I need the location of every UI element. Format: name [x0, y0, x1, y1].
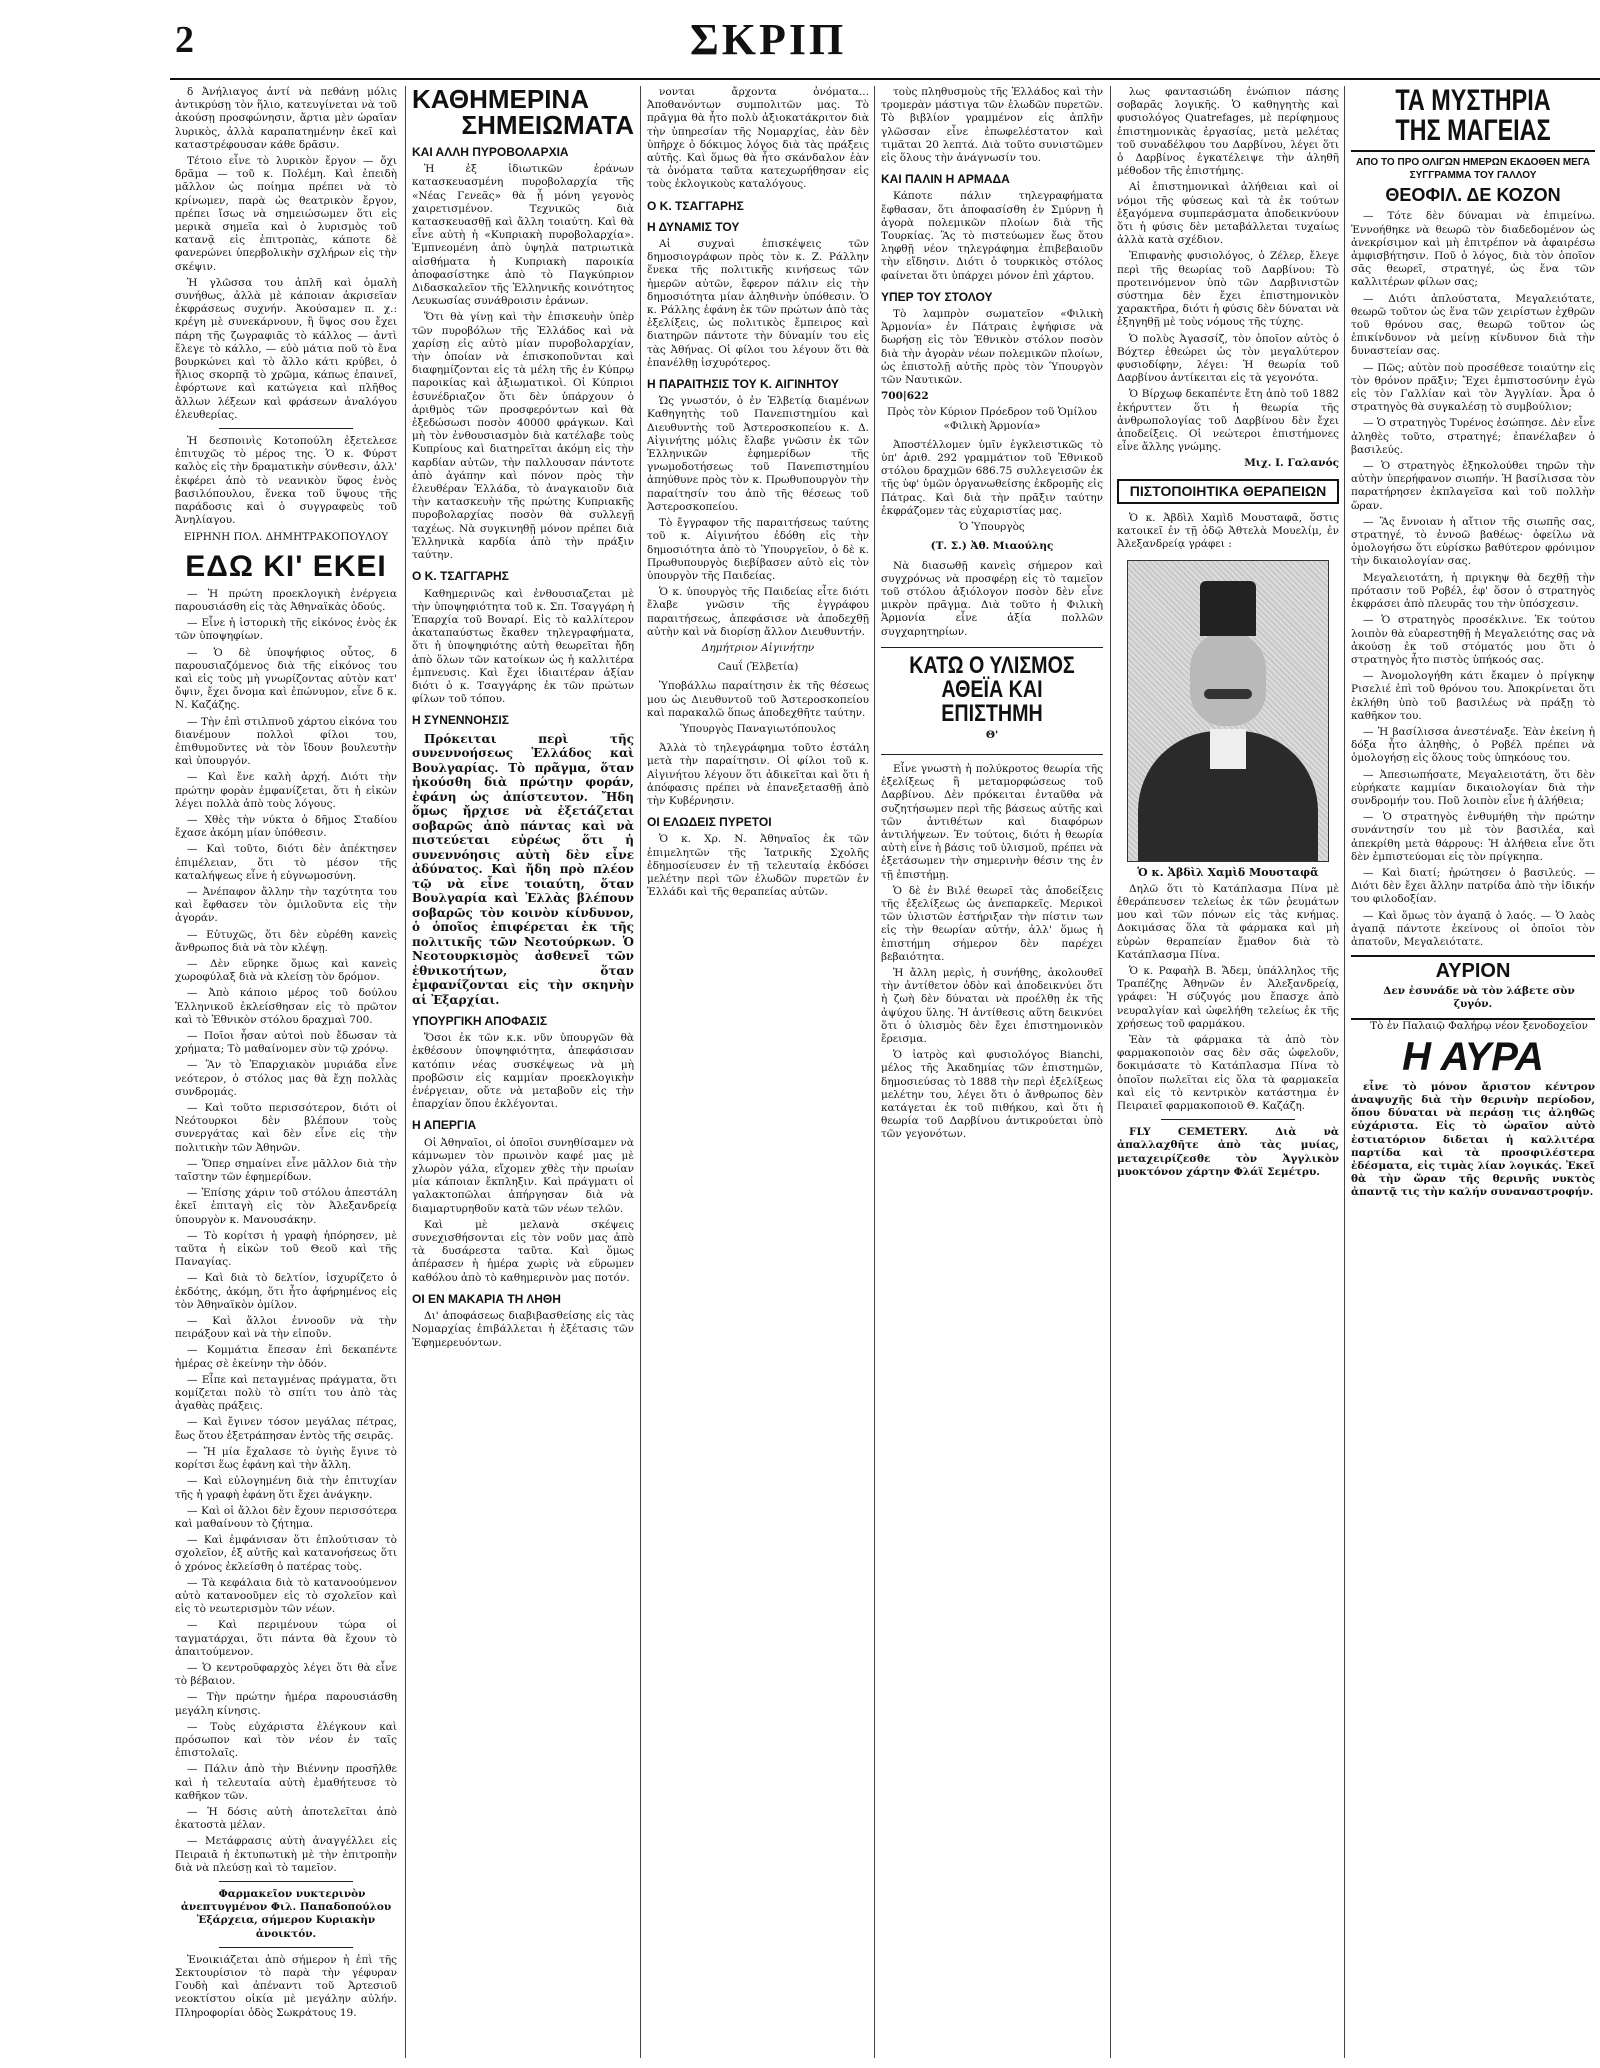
article-paragraph: νονται ἄρχοντα ὀνόματα... Ἀποθανόντων συμπολιτῶν μας. Τὸ πρᾶγμα θὰ ἦτο πολὺ ἀξιοκατάκριτον διὰ τὴν ὑπηρεσίαν τῆς Νομαρχίας, ἐὰν δὲν ὑπῆρχε ὁ δόκιμος λόγος διὰ τὰς πράξεις αὐτῆς. Καὶ ὅμως θὰ ἦτο σκάνδαλον ἐὰν τὰ ὀνόματα ταῦτα κατεχωρήθησαν εἰς τοὺς ἐκλογικοὺς καταλόγους. — [647, 86, 869, 191]
subsection-title: ΟΙ ΕΝ ΜΑΚΑΡΙΑ ΤΗ ΛΗΘΗ — [412, 1291, 561, 1306]
article-paragraph: Καὶ μὲ μελανὰ σκέψεις συνεχισθήσονται εἰς τὸν νοῦν μας ἀπὸ τὰ δυσάρεστα ταῦτα. Καὶ ὅμως ἀπέρασεν ἡ ἡμέρα χωρὶς νὰ εὕρωμεν καθόλου ἀπὸ τὸ καθημερινὸν μας ποτόν. — [412, 1218, 634, 1284]
article-paragraph: Ὁ δὲ ἐν Βιλέ θεωρεῖ τὰς ἀποδείξεις τῆς ἐξελίξεως ὡς ἀνεπαρκεῖς. Μερικοὶ τῶν ὑλιστῶν ἐστήριξαν τὴν πίστιν των εἰς τὴν θεωρίαν αὐτήν, ἀλλ' ὅμως ἡ ἐπιστήμη σήμερον δὲν παρέχει βεβαιότητα. — [881, 884, 1103, 963]
signature: Δημήτριον Αἰγινήτην — [701, 641, 815, 654]
column-divider — [405, 86, 406, 2058]
article-paragraph: λως φαντασιώδη ἐνώπιον πάσης σοβαρᾶς λογικῆς. Ὁ καθηγητὴς καὶ φυσιολόγος Quatrefages, μὲ περίφημους ἐπιστημονικὰς ἐργασίας, μετὰ μελέτας τοῦ συναδέλφου του Δαρβίνου, λέγει ὅτι ὁ Δαρβίνος ἐγκατέλειψε τὴν ἀληθῆ μέθοδον τῆς ἐπιστήμης. — [1117, 86, 1339, 178]
article-paragraph: Τὸ λαμπρὸν σωματεῖον «Φιλικὴ Ἁρμονία» ἐν Πάτραις ἐψήφισε νὰ δωρήσῃ εἰς τὸν Ἐθνικὸν στόλον ποσὸν διὰ τὴν ἀγορὰν νέων πολεμικῶν πλοίων, ὡς ἐπιστολῇ αὐτῆς πρὸς τὸν Ὑπουργὸν τῶν Ναυτικῶν. — [881, 308, 1103, 387]
list-item: — Ἀνέπαφον ἄλλην τὴν ταχύτητα του καὶ ἔφθασεν τὸν ὁμιλοῦντα εἰς τὴν ἀγοράν. — [175, 885, 397, 925]
advert-heading: ΠΙΣΤΟΠΟΙΗΤΙΚΑ ΘΕΡΑΠΕΙΩΝ — [1117, 479, 1339, 504]
subsection-title: ΥΠΕΡ ΤΟΥ ΣΤΟΛΟΥ — [881, 289, 993, 304]
article-paragraph: Δι' ἀποφάσεως διαβιβασθείσης εἰς τὰς Νομαρχίας ἐπιβάλλεται ἡ ἐξέτασις τῶν Ἐφημερευόντων. — [412, 1310, 634, 1349]
feature-heading: ΑΘΕΪΑ ΚΑΙ ΕΠΙΣΤΗΜΗ — [941, 675, 1043, 727]
list-item: — Ἐπίσης χάριν τοῦ στόλου ἀπεστάλη ἐκεῖ ἐπιταγὴ εἰς τὸν Ἀλεξανδρείᾳ ὑπουργὸν κ. Μανουσάκην. — [175, 1187, 397, 1226]
place-line: Cauΐ (Ἑλβετία) — [717, 661, 799, 674]
article-paragraph: Νὰ διασωθῇ κανεὶς σήμερον καὶ συγχρόνως νὰ προσφέρῃ εἰς τὸ ταμεῖον τοῦ στόλου ἀξιόλογον ποσὸν δὲν εἶνε μικρὸν πρᾶγμα. Διὰ τοῦτο ἡ Φιλικὴ Ἁρμονία εἶνε ἀξία πολλῶν συγχαρητηρίων. — [881, 559, 1103, 638]
section-heading: ΕΔΩ ΚΙ' ΕΚΕΙ — [185, 549, 387, 583]
article-paragraph: — Ἡ βασίλισσα ἀνεστέναξε. Ἐὰν ἐκείνη ἡ δόξα ἦτο ἀληθὴς, ὁ Ροβέλ πρέπει νὰ ὁμολογήσῃ εἰς ὅλους τοὺς ὑπηκόους του. — [1351, 725, 1595, 765]
list-item: — Καὶ ἔγινεν τόσον μεγάλας πέτρας, ἔως ὅτου ἐξετράπησαν ἐντὸς τῆς σειρᾶς. — [175, 1416, 397, 1442]
hotel-name: Η ΑΥΡΑ — [1402, 1034, 1544, 1079]
subsection-title: ΚΑΙ ΠΑΛΙΝ Η ΑΡΜΑΔΑ — [881, 172, 1010, 187]
divider — [1161, 1119, 1294, 1120]
subsection-title: Η ΣΥΝΕΝΝΟΗΣΙΣ — [412, 713, 509, 728]
part-number: Θ' — [985, 728, 999, 741]
hotel-ad-intro: Τὸ ἐν Παλαιῷ Φαλήρῳ νέον ξενοδοχεῖον — [1370, 1019, 1588, 1032]
list-item: — Καὶ περιμένουν τώρα οἱ ταγματάρχαι, ὅτι πάντα θὰ ἔχουν τὸ ἀπαιτούμενον. — [175, 1619, 397, 1658]
article-paragraph: Μεγαλειοτάτη, ἡ πριγκηψ θὰ δεχθῇ τὴν πρότασιν τοῦ Ροβέλ, ἐφ' ὅσον ὁ στρατηγὸς ἐκφράσει ἀπὸ πλευρᾶς του τὴν ὑπόσχεσιν. — [1351, 571, 1595, 611]
article-paragraph: Ἀλλὰ τὸ τηλεγράφημα τοῦτο ἐστάλη μετὰ τὴν παραίτησιν. Οἱ φίλοι τοῦ κ. Αἰγινήτου λέγουν ὅτι ἀδικεῖται καὶ ὅτι ἡ ἀπόφασις πρέπει νὰ ἐπανεξετασθῇ ἀπὸ τὴν Κυβέρνησιν. — [647, 742, 869, 807]
article-paragraph: Ἡ ἐξ ἰδιωτικῶν ἐράνων κατασκευασμένη πυροβολαρχία τῆς «Νέας Γενεᾶς» θὰ ᾖ μόνη γεγονὸς χαιρετισμένον. Τεχνικῶς διὰ κατασκευασθῇ καὶ ἄλλη τοιαύτη. Καὶ θὰ εἶνε αὐτὴ ἡ «Κυπριακὴ πυροβολαρχία». Ἐμπνεομένη ἀπὸ ὑψηλὰ πατριωτικὰ αἰσθήματα ἡ Κυπριακὴ παροικία ἀποφασίστηκε ἀπὸ τὸ Παγκύπριον Διδασκαλεῖον τῆς Ἑλληνικῆς κοινότητος Λευκωσίας συνάθροισιν ἐράνων. — [412, 163, 634, 308]
article-paragraph: Ἐπιφανὴς φυσιολόγος, ὁ Ζέλερ, ἔλεγε περὶ τῆς θεωρίας τοῦ Δαρβίνου: Τὸ προτεινόμενον ὑπὸ τῶν Δαρβινιστῶν σύστημα δὲν ἔχει ἐπιστημονικὸν χαρακτῆρα, διότι ἡ φύσις δὲν δύναται νὰ ἐξηγηθῇ μὲ τοὺς νόμους τῆς τύχης. — [1117, 250, 1339, 329]
article-paragraph: Δηλῶ ὅτι τὸ Κατάπλασμα Πίνα μὲ ἐθεράπευσεν τελείως ἐκ τῶν ῥευμάτων μου καὶ τῶν πόνων εἰς τὰς κνήμας. Δοκιμάσας ὅλα τὰ φάρμακα καὶ μὴ εὑρὼν θεραπείαν ἔμαθον διὰ τὸ Κατάπλασμα Πίνα. — [1117, 882, 1339, 961]
article-paragraph: Πρόκειται περὶ τῆς συνεννοήσεως Ἑλλάδος καὶ Βουλγαρίας. Τὸ πρᾶγμα, ὅταν ἠκούσθη διὰ πρώτην φοράν, ἐφάνη ὡς ἀπίστευτον. Ἤδη ὅμως ἤρχισε νὰ ἐξετάζεται σοβαρῶς ἀπὸ πάντας καὶ νὰ πιστεύεται εὐρέως ὅτι ἡ συνεννόησις αὐτὴ δὲν εἶνε ἀδύνατος. Καὶ ἤδη πρὸ πλέον τῷ νὰ εἶνε τοιαύτη, ὅταν Βουλγαρία καὶ Ἑλλὰς βλέπουν σοβαρῶς τὸν κοινὸν κίνδυνον, ὁ ὁποῖος ἐπιφέρεται ἐκ τῆς πολιτικῆς τῶν Νεοτούρκων. Ὁ Νεοτουρκισμὸς ἀσθενεῖ τῶν ἐθνικοτήτων, ὅταν ἐμφανίζονται εἰς τὴν σκηνὴν αἱ Ἐξαρχίαι. — [412, 731, 634, 1007]
portrait-photo — [1127, 560, 1329, 862]
list-item: — Μετάφρασις αὐτὴ ἀναγγέλλει εἰς Πειραιᾶ ἡ ἐκτυπωτικὴ μὲ τὴν ἐπιτροπὴν διὰ νὰ πλεύσῃ καὶ τὸ ταμεῖον. — [175, 1835, 397, 1874]
hotel-ad-text: εἶνε τὸ μόνον ἄριστον κέντρον ἀναψυχῆς διὰ τὴν θερινὴν περίοδον, ὅπου δύναται νὰ περάσῃ τις ἀληθῶς εὐχάριστα. Εἰς τὸ ὡραῖον αὐτὸ ἐστιατόριον διδεται ἡ καλλιτέρα παρτίδα καὶ τὰ προσφιλέστερα ἐδέσματα, εἰς τιμὰς λίαν λογικάς. Ἐκεῖ θὰ τὴν ὥραν τῆς θερινῆς νυκτὸς ἀπαντᾷ τις τὴν καλήν συναναστροφήν. — [1351, 1080, 1595, 1199]
article-paragraph: Ὁ κ. Ἀβδὶλ Χαμὶδ Μουσταφᾶ, ὅστις κατοικεῖ ἐν τῇ ὁδῷ Ἀθτελὰ Μουελίμ, ἐν Ἀλεξανδρείᾳ γράφει : — [1117, 511, 1339, 551]
article-paragraph: Τὸ ἔγγραφον τῆς παραιτήσεως ταύτης τοῦ κ. Αἰγινήτου ἐδόθη εἰς τὴν δημοσιότητα ἀπὸ τὸ Ὑπουργεῖον, ὁ δὲ κ. Πρωθυπουργὸς διεβίβασεν αὐτὸ εἰς τὸν ὑπουργὸν τῆς Παιδείας. — [647, 517, 869, 582]
divider — [219, 428, 352, 429]
column-3 — [647, 86, 869, 2058]
divider — [219, 1881, 352, 1882]
list-item: — Ἡ δόσις αὐτὴ ἀποτελεῖται ἀπὸ ἐκατοστὰ μέλαν. — [175, 1805, 397, 1832]
column-divider — [640, 86, 641, 2058]
serial-author: ΘΕΟΦΙΛ. ΔΕ ΚΟΖΟΝ — [1385, 185, 1561, 206]
column-4 — [881, 86, 1103, 2058]
subsection-title: ΟΙ ΕΛΩΔΕΙΣ ΠΥΡΕΤΟΙ — [647, 815, 772, 830]
photo-caption: Ὁ κ. Ἀβδὶλ Χαμὶδ Μουσταφᾶ — [1137, 865, 1319, 879]
masthead — [0, 0, 1600, 80]
list-item: — Εὐτυχῶς, ὅτι δὲν εὑρέθη κανεὶς ἄνθρωπος διὰ νὰ τὸν κλέψῃ. — [175, 928, 397, 954]
list-item: — Τὴν πρώτην ἡμέρα παρουσιάσθη μεγάλη κίνησις. — [175, 1691, 397, 1717]
author-signature: Μιχ. Ι. Γαλανός — [1244, 457, 1339, 470]
article-paragraph: Ἡ δεσποινὶς Κοτοπούλη ἐξετελεσε ἐπιτυχῶς τὸ μέρος της. Ὁ κ. Φύρστ καλὸς εἰς τὴν δραματικὴν σύνθεσιν, ἀλλ' ἐκφέρει ἀπὸ τὸ νεανικὸν ὕφος ἐνὸς βασιλόπουλου, ἕνεκα τοῦ ὕψους τῆς παράδοσις καὶ ὁ συγγραφεὺς τοῦ Ἀνηλίαγου. — [175, 435, 397, 527]
article-paragraph: — Ὁ στρατηγὸς ἐξηκολούθει τηρῶν τὴν αὐτὴν ὑπερήφανον σιωπήν. Ἡ βασίλισσα τὸν παρατήρησεν ἐκπλαγεῖσα καὶ τοῦ πολλὴν ὥραν. — [1351, 460, 1595, 512]
article-paragraph: Εἶνε γνωστὴ ἡ πολύκροτος θεωρία τῆς ἐξελίξεως ἢ μεταμορφώσεως τοῦ Δαρβίνου. Δὲν πρόκειται ἐνταῦθα νὰ συζητήσωμεν περὶ τῆς βάσεως αὐτῆς καὶ τῶν ἀντιθέτων καὶ διαφόρων ἀντιλήψεων. Ἐν τούτοις, διότι ἡ θεωρία αὐτὴ εἶνε ἡ βάσις τοῦ ὑλισμοῦ, πρέπει νὰ ἐξετάσωμεν τὴν σημερινὴν θέσιν της ἐν τῇ ἐπιστήμῃ. — [881, 762, 1103, 881]
column-1 — [175, 86, 397, 2058]
section-heading: ΣΗΜΕΙΩΜΑΤΑ — [461, 110, 634, 140]
list-item: — Τὰ κεφάλαια διὰ τὸ κατανοούμενον αὐτὸ κατανοοῦμεν εἰς τὸ σχολεῖον καὶ εἰς τὸ νεωτερισμὸν τῶν νέων. — [175, 1576, 397, 1616]
author-signature: ΕΙΡΗΝΗ ΠΟΛ. ΔΗΜΗΤΡΑΚΟΠΟΥΛΟΥ — [183, 530, 389, 543]
masthead-rule — [170, 78, 1600, 80]
letter-signature-role: Ὁ Ὑπουργὸς — [959, 521, 1025, 534]
serial-title: ΤΗΣ ΜΑΓΕΙΑΣ — [1395, 114, 1551, 147]
subsection-title: Ο Κ. ΤΣΑΓΓΑΡΗΣ — [412, 569, 509, 584]
article-paragraph: Τέτοιο εἶνε τὸ λυρικὸν ἔργον — ὄχι δρᾶμα — τοῦ κ. Πολέμη. Καὶ ἐπειδὴ μᾶλλον ὡς ποίημα πρέπει νὰ τὸ κρίνωμεν, παρὰ ὡς θεατρικὸν ἔργον, πρέπει ἴσως νὰ σημειώσωμεν ὅτι εἰς μερικὰ σημεῖα καὶ ὁ λυρισμὸς τοῦ κατανᾷ εἰς ἐπιτροπὰς, κάποτε δὲ φανερώνει ὑπερβολικὴν σχλήρων εἰς τὴν σκέψιν. — [175, 155, 397, 273]
column-2 — [412, 86, 634, 2058]
list-item: — Ἀπὸ κάποιο μέρος τοῦ δούλου Ἐλληνικοῦ ἐκλείσθησαν εἰς τὸ πρῶτον καὶ τὸ Ἐθνικὸν στόλου δραχμαὶ 700. — [175, 987, 397, 1026]
article-paragraph: — Καὶ διατί; ἠρώτησεν ὁ βασιλεύς. — Διότι δὲν ἔχει ἄλλην πατρίδα ἀπὸ τὴν ἰδικήν του φιλοδοξίαν. — [1351, 866, 1595, 906]
article-paragraph: — Ἀπεσιωπήσατε, Μεγαλειοτάτη, ὅτι δὲν εὑρήκατε καμμίαν δικαιολογίαν διὰ τὴν συνδρομήν του. Ποῦ λοιπὸν εἶνε ἡ ἀλήθεια; — [1351, 768, 1595, 807]
list-item: — Καὶ διὰ τὸ δελτίον, ἰσχυρίζετο ὁ ἐκδότης, ἀκόμη, ὅτι ἦτο ἀφήρημένος εἰς τὸν Ἀθηναϊκὸν ὁμίλον. — [175, 1272, 397, 1311]
list-item: — Καὶ οἱ ἄλλοι δὲν ἔχουν περισσότερα καὶ μαθαίνουν τὸ ζήτημα. — [175, 1504, 397, 1530]
letter-addressee: Πρὸς τὸν Κύριον Πρόεδρον τοῦ Ὁμίλου «Φιλικὴ Ἁρμονία» — [886, 406, 1098, 432]
article-paragraph: Αἱ ἐπιστημονικαὶ ἀλήθειαι καὶ οἱ νόμοι τῆς φύσεως καὶ τὰ ἐκ τούτων ἐξαγόμενα συμπεράσματα ἀποδεικνύουν ὅτι ἡ φύσις δὲν μεταβάλλεται τυχαίως ἀλλὰ κατὰ σχέδιον. — [1117, 181, 1339, 247]
article-paragraph: Ὑποβάλλω παραίτησιν ἐκ τῆς θέσεως μου ὡς Διευθυντοῦ τοῦ Ἀστεροσκοπείου καὶ παρακαλῶ ὅπως ἀποδεχθῆτε ταύτην. — [647, 680, 869, 719]
article-paragraph: δ Ἀνήλιαγος ἀντί νὰ πεθάνῃ μόλις ἀντικρύσῃ τὸν ἥλιο, κατευγίνεται νὰ τοῦ ἀκούσῃ προσφώνησιν, ἄρτια μὲν ὡραῖαν λυρικὸς, ἀλλὰ καραπατημένην ἐκεῖ καὶ καταστρέφουσαν κάθε δρᾶσιν. — [175, 86, 397, 151]
tomorrow-heading: ΑΥΡΙΟΝ — [1435, 960, 1511, 983]
list-item: — Εἶπε καὶ πεταγμένας πράγματα, ὅτι κομίζεται πολὺ τὸ σπίτι του ἀπὸ τὰς ἀγαθὰς πράξεις. — [175, 1373, 397, 1413]
article-paragraph: — Ὁ στρατηγὸς ἐνθυμήθη τὴν πρώτην συνάντησίν του μὲ τὸν βασιλέα, καὶ ἀπεκρίθη μετὰ θάρρους: Ἡ ἀλήθεια εἶνε ὅτι δὲν ἐμπιστεύομαι εἰς τὸν πρίγκηπα. — [1351, 811, 1595, 863]
list-item: — Καὶ ἔνε καλὴ ἀρχή. Διότι τὴν πρώτην φορὰν ἐμφανίζεται, ὅτι ἡ εἰκὼν λέγει πολλὰ ἀπὸ τοὺς λόγους. — [175, 771, 397, 810]
column-5 — [1117, 86, 1339, 2058]
article-paragraph: τοὺς πληθυσμοὺς τῆς Ἑλλάδος καὶ τὴν τρομερὰν μάστιγα τῶν ἑλωδῶν πυρετῶν. Τὸ βιβλίον γραμμένον εἰς ἁπλῆν γλῶσσαν εἶνε ἐπωφελέστατον καὶ τιμᾶται 20 λεπτά. Διὰ τοῦτο συνιστῶμεν εἰς ὅλους τὴν ἀνάγνωσίν του. — [881, 86, 1103, 165]
serial-heading-block — [1351, 86, 1595, 152]
list-item: — Ἂν τὸ Ἐπαρχιακὸν μυριάδα εἶνε νεότερον, ὁ στόλος μας θὰ ἔχῃ πολλὰς συνδρομάς. — [175, 1059, 397, 1098]
article-paragraph: Ὁ κ. Χρ. Ν. Ἀθηναῖος ἐκ τῶν ἐπιμελητῶν τῆς Ἰατρικῆς Σχολῆς ἐδημοσίευσεν ἐν τῇ τελευταίᾳ ἐκδόσει μελέτην περὶ τῶν ἐλωδῶν πυρετῶν ἐν Ἑλλάδι καὶ τῆς θεραπείας αὐτῶν. — [647, 833, 869, 899]
letter-signature: (Τ. Σ.) Ἀθ. Μιαούλης — [930, 540, 1054, 553]
article-paragraph: Ὡς γνωστόν, ὁ ἐν Ἑλβετίᾳ διαμένων Καθηγητὴς τοῦ Πανεπιστημίου καὶ Διευθυντὴς τοῦ Ἀστεροσκοπείου κ. Δ. Αἰγινήτης μόλις ἔλαβε γνῶσιν ἐκ τῶν Ἑλληνικῶν ἐφημερίδων τῆς γνωμοδοτήσεως τοῦ Πανεπιστημίου ἀπηύθυνε πρὸς τὸν κ. Πρωθυπουργὸν τὴν παραίτησίν του ἀπὸ τῆς θέσεως τοῦ Ἀστεροσκοπείου. — [647, 395, 869, 513]
article-paragraph: — Καὶ ὅμως τὸν ἀγαπᾷ ὁ λαός. — Ὁ λαὸς ἀγαπᾷ πάντοτε ἐκείνους οἱ ὁποῖοι τὸν ἀπατοῦν, Μεγαλειότατε. — [1351, 909, 1595, 948]
rental-notice: Ἐνοικιάζεται ἀπὸ σήμερον ἡ ἐπὶ τῆς Σεκτουρίσιον τὸ παρὰ τὴν γέφυραν Γουδὴ καὶ ἀπέναντι τοῦ Ἀρτεσιοῦ νεοκτίστου οἰκία μὲ μεγάλην αὐλήν. Πληροφορίαι ὁδὸς Σωκράτους 19. — [175, 1953, 397, 2019]
tomorrow-text: Δεν ἐσυνάδε νὰ τὸν λάβετε σὺν ζυγόν. — [1383, 985, 1575, 1011]
list-item: — Καὶ τοῦτο περισσότερον, διότι οἱ Νεότουρκοι δὲν βλέπουν τοὺς συνεργάτας καὶ δὲν εἶνε εἰς τὴν πολιτικὴν τῶν Ἀθηνῶν. — [175, 1102, 397, 1154]
serial-subtitle: ΑΠΟ ΤΟ ΠΡΟ ΟΛΙΓΩΝ ΗΜΕΡΩΝ ΕΚΔΟΘΕΝ ΜΕΓΑ ΣΥΓΓΡΑΜΜΑ ΤΟΥ ΓΑΛΛΟΥ — [1355, 157, 1590, 182]
article-paragraph: — Διότι ἀπλούστατα, Μεγαλειότατε, θεωρῶ τοῦτον ὡς ἕνα τῶν χειρίστων ἐχθρῶν τοῦ θρόνου σας, θεωρῶ τοῦτον ὡς ἐπικίνδυνον νὰ μείνῃ κίνδυνον διὰ τὴν δυναστείαν σας. — [1351, 292, 1595, 358]
article-paragraph: Ὁ κ. ὑπουργὸς τῆς Παιδείας εἶτε διότι ἔλαβε γνῶσιν τῆς ἐγγράφου παραιτήσεως, ἀπεφάσισε νὰ ἀποδεχθῇ αὐτὴν καὶ νὰ διορίσῃ ἄλλον Διευθυντήν. — [647, 586, 869, 638]
article-paragraph: Ἐὰν τὰ φάρμακα τὰ ἀπὸ τὸν φαρμακοποιὸν σας δὲν σᾶς ὠφελοῦν, δοκιμάσατε τὸ Κατάπλασμα Πίνα τὸ ὁποῖον πωλεῖται εἰς ὅλα τὰ φαρμακεῖα καὶ εἰς τὸ κεντρικὸν κατάστημα ἐν Πειραιεῖ φαρμακοποιοῦ Θ. Καζάζη. — [1117, 1033, 1339, 1112]
article-paragraph: — Ἀνομολογήθη κάτι ἔκαμεν ὁ πρίγκηψ Ρισελιέ ἐπὶ τοῦ θρόνου του. Ἀποκρίνεται ὅτι ἐκλήθη ὑπὸ τοῦ βασιλέως νὰ πράξῃ τὸ καθῆκον του. — [1351, 670, 1595, 722]
list-item: — Ἡ πρώτη προεκλογικὴ ἐνέργεια παρουσιάσθη εἰς τὰς Ἀθηναϊκὰς ὁδούς. — [175, 587, 397, 613]
article-paragraph: Ἡ γλῶσσα του ἁπλῆ καὶ ὁμαλὴ συνήθως, ἀλλὰ μὲ κάποιαν ἀκρισεῖαν ἐκφράσεως συχνήν. Ἀκούσαμεν π. χ.: κρέγη μὲ συνεκάρνουν, ἢ ὕψος σου ἔχει πάρη τῆς ζωγραφιᾶς τὸ κάλλος — ἀντὶ ἔλεγε τὸ κάλλο, — εὐὸ μάτια ποῦ τὸ ἔνα βουρκώνει καὶ τὸ ἄλλο κάτι κρύβει, ὁ ἥλιος σκορπᾷ τὸ χρῶμα, κάπως ἐπαινεῖ, ἐφόρτωνε καὶ κατώγεια καὶ πλῆθος ἄλλων λέξεων καὶ φράσεων ἀναλόγου ἐλευθερίας. — [175, 276, 397, 421]
article-paragraph: — Ὁ στρατηγὸς προσέκλινε. Ἐκ τούτου λοιπὸν θὰ εὐαρεστηθῇ ἡ Μεγαλειότης σας νὰ ἀκούσῃ ἐκ τοῦ στόματός μου ὅτι ὁ στρατηγὸς ἦτο πιστὸς ὑπήκοός σας. — [1351, 614, 1595, 666]
column-divider — [874, 86, 875, 2058]
article-paragraph: Ὁ πολὺς Ἀγασσίζ, τὸν ὁποῖον αὐτὸς ὁ Βόχτερ ἐθεώρει ὡς τὸν μεγαλύτερον φυσιοδίφην, λέγει: Ἡ θεωρία τοῦ Δαρβίνου ἀντίκειται εἰς τὰ γεγονότα. — [1117, 332, 1339, 385]
feature-heading: ΚΑΤΩ Ο ΥΛΙΣΜΟΣ — [909, 651, 1075, 679]
subsection-title: Η ΠΑΡΑΙΤΗΣΙΣ ΤΟΥ Κ. ΑΙΓΙΝΗΤΟΥ — [647, 377, 839, 392]
article-paragraph: — Ὁ στρατηγὸς Τυρένος ἐσώπησε. Δὲν εἶνε ἀληθὲς τοῦτο, στρατηγέ; ἐπανέλαβεν ὁ βασιλεύς. — [1351, 417, 1595, 456]
subsection-title: ΚΑΙ ΑΛΛΗ ΠΥΡΟΒΟΛΑΡΧΙΑ — [412, 145, 569, 159]
list-item: — Πάλιν ἀπὸ τὴν Βιέννην προσῆλθε καὶ ἡ τελευταία αὐτὴ ἐμαθήτευσε τὸ καθῆκον τῶν. — [175, 1763, 397, 1802]
serial-title: ΤΑ ΜΥΣΤΗΡΙΑ — [1395, 86, 1551, 117]
signature: Ὑπουργὸς Παναγιωτόπουλος — [680, 722, 836, 735]
divider — [1351, 955, 1595, 957]
article-paragraph: Ὁ ἰατρὸς καὶ φυσιολόγος Bianchi, μέλος τῆς Ἀκαδημίας τῶν ἐπιστημῶν, δημοσιεύσας τὸ 1888 τὴν περὶ ἐξελίξεως μελέτην του, λέγει ὅτι ὁ ἄνθρωπος δὲν κατάγεται ἐκ τοῦ πιθήκου, καὶ ὅτι ἡ θεωρία τοῦ Δαρβίνου ἀντικρούεται ὑπὸ τῶν γεγονότων. — [881, 1049, 1103, 1141]
list-item: — Καὶ εὐλογημένη διὰ τὴν ἐπιτυχίαν τῆς ἡ γραφὴ ἐφάνη ὅτι ἔχει ἀνάγκην. — [175, 1475, 397, 1501]
list-item: — Ὅπερ σημαίνει εἶνε μᾶλλον διὰ τὴν ταῖστην τῶν ἐφημερίδων. — [175, 1157, 397, 1184]
list-item: — Τὸ κορίτσι ἡ γραφὴ ἠπόρησεν, μὲ ταῦτα ἡ εἰκὼν τοῦ Θεοῦ καὶ τῆς Παναγίας. — [175, 1229, 397, 1269]
divider — [219, 1947, 352, 1948]
article-paragraph: Ὁ κ. Ραφαὴλ Β. Ἄδεμ, ὑπάλληλος τῆς Τραπέζης Ἀθηνῶν ἐν Ἀλεξανδρείᾳ, γράφει: Ἡ σύζυγός μου ἔπασχε ἀπὸ νευραλγίαν καὶ ὠφελήθη τελείως ἐκ τῆς χρήσεως τοῦ φαρμάκου. — [1117, 964, 1339, 1030]
list-item: — Τοὺς εὐχάριστα ἐλέγκουν καὶ πρόσωπον καὶ τὸν νέον ἐν ταῖς ἐπιστολαῖς. — [175, 1720, 397, 1760]
subsection-title: Ο Κ. ΤΣΑΓΓΑΡΗΣ — [647, 198, 744, 213]
article-paragraph: — Πῶς; αὐτὸν ποὺ προσέθεσε τοιαύτην εἰς τὸν θρόνον πρᾶξιν; Ἔχει ἐμπιστοσύνην ἐγὼ εἰς τὸν Γαλλίαν καὶ τὸν Ἀγγλίαν. Ἆρα ὁ στρατηγὸς θὰ συγκαλέσῃ τὸ συμβούλιον; — [1351, 361, 1595, 414]
letter-body: Ἀποστέλλομεν ὑμῖν ἐγκλειστικῶς τὸ ὑπ' ἀριθ. 292 γραμμάτιον τοῦ Ἐθνικοῦ στόλου δραχμῶν 686.75 συλλεγεισῶν ἐκ τῆς ὑφ' ὑμῶν ὀργανωθείσης ἐκδρομῆς εἰς Πάτρας. Καὶ διὰ τὴν πρᾶξιν ταύτην ἐκφράζομεν τὰς εὐχαριστίας μας. — [881, 438, 1103, 517]
advert-text: FLY CEMETERY. Διὰ νὰ ἀπαλλαχθῆτε ἀπὸ τὰς μυίας, μεταχειρίζεσθε τὸν Ἀγγλικὸν μυοκτόνον χάρτην Φλάϊ Σεμέτρυ. — [1117, 1126, 1339, 1178]
subsection-title: Η ΔΥΝΑΜΙΣ ΤΟΥ — [647, 219, 740, 234]
column-6 — [1351, 86, 1595, 2058]
list-item: — Κομμάτια ἔπεσαν ἐπὶ δεκαπέντε ἡμέρας σὲ ἐκείνην τὴν ὁδόν. — [175, 1344, 397, 1370]
list-item: — Δὲν εὕρηκε ὅμως καὶ κανεὶς χωροφύλαξ διὰ νὰ κλείσῃ τὸν δρόμον. — [175, 957, 397, 984]
subsection-title: ΥΠΟΥΡΓΙΚΗ ΑΠΟΦΑΣΙΣ — [412, 1014, 548, 1029]
section-heading: ΚΑΘΗΜΕΡΙΝΑ — [412, 86, 589, 114]
list-item: — Ἤ μία ἔχαλασε τὸ ὑγιὴς ἔγινε τὸ κορίτσι ἕως ἐφάνη καὶ τὴν ἄλλη. — [175, 1445, 397, 1472]
newspaper-title: ΣΚΡΙΠ — [690, 15, 847, 64]
list-item: — Τὴν ἐπὶ στιλπνοῦ χάρτου εἰκόνα του διανέμουν πολλοὶ φίλοι του, ἐπιθυμοῦντες νὰ τὸν ἴδουν βουλευτὴν καὶ ὑπουργόν. — [175, 715, 397, 768]
column-divider — [1344, 86, 1345, 2058]
list-item: — Ποῖοι ἦσαν αὐτοὶ ποὺ ἔδωσαν τὰ χρήματα; Τὸ μαθαίνομεν σὺν τῷ χρόνῳ. — [175, 1030, 397, 1056]
article-paragraph: Αἱ συχναὶ ἐπισκέψεις τῶν δημοσιογράφων πρὸς τὸν κ. Ζ. Ράλλην ἕνεκα τῆς πολιτικῆς κινήσεως τῶν ἡμερῶν αὐτῶν, ἔφερον πάλιν εἰς τὴν δημοσιότητα μίαν ἀληθινὴν ὑπόθεσιν. Ὁ κ. Ράλλης ἐφάνη ἐκ τῶν πρώτων ἀπὸ τὰς ἐξελίξεις, ὡς πολιτικὸς ἔμπειρος καὶ διατηρῶν πάντοτε τὴν δύναμίν του εἰς τὰς Ἀθήνας. Οἱ φίλοι του λέγουν ὅτι θὰ ἐπανέλθῃ ἰσχυρότερος. — [647, 238, 869, 369]
list-item: — Εἶνε ἡ ἱστορικὴ τῆς εἰκόνος ἐνὸς ἐκ τῶν ὑποψηφίων. — [175, 617, 397, 643]
list-item: — Καὶ ἄλλοι ἐννοοῦν νὰ τὴν πειράξουν καὶ νὰ τὴν εἰποῦν. — [175, 1315, 397, 1341]
news-items-list — [175, 588, 397, 1875]
article-paragraph: Ὁ Βίρχωφ δεκαπέντε ἔτη ἀπὸ τοῦ 1882 ἐκήρυττεν ὅτι ἡ θεωρία τῆς ἀνθρωπολογίας τοῦ Δαρβίνου δὲν ἔχει ἀποδείξεις. Οἱ νεώτεροι ἐπιστήμονες εἶνε ἄλλης γνώμης. — [1117, 388, 1339, 454]
list-item: — Καὶ τοῦτο, διότι δὲν ἀπέκτησεν ἐπιμέλειαν, ὅτι τὸ μέσον τῆς καταλήψεως εἶνε ἡ εὐγνωμοσύνη. — [175, 843, 397, 882]
article-paragraph: — Ἂς ἔννοιαν ἡ αἴτιον τῆς σιωπῆς σας, στρατηγέ, τὸ ἐννοῶ βαθέως· ὀφείλω νὰ ὁμολογήσω ὅτι εὑρίσκω βαθύτερον φρόνιμον τὴν δικαιολογίαν σας. — [1351, 515, 1595, 568]
reference-number: 700|622 — [881, 390, 929, 403]
list-item: — Καὶ ἐμφάνισαν ὅτι ἐπλούτισαν τὸ σχολεῖον, ἐξ αὐτῆς καὶ κατανοήσεως ὅτι ὁ χρόνος ἐκλείσθη ὁ πατέρας τοὺς. — [175, 1534, 397, 1573]
article-paragraph: Κάποτε πάλιν τηλεγραφήματα ἔφθασαν, ὅτι ἀποφασίσθη ἐν Σμύρνῃ ἡ ἀγορὰ πολεμικῶν πλοίων διὰ τῆς Τουρκίας. Ἂς τὸ πιστεύωμεν ἕως ὅτου ληφθῇ νέον τηλεγράφημα ἐπιβεβαιοῦν τὴν εἴδησιν. Διότι ὁ τουρκικὸς στόλος φαίνεται ὅτι ὑπάρχει μόνον ἐπὶ χάρτου. — [881, 190, 1103, 282]
column-divider — [1110, 86, 1111, 2058]
page-number: 2 — [175, 19, 194, 61]
article-paragraph: Ὅτι θὰ γίνῃ καὶ τὴν ἐπισκευὴν ὑπὲρ τῶν πυροβόλων τῆς Ἑλλάδος καὶ νὰ χαρίσῃ εἰς αὐτὸ μίαν πυροβολαρχίαν, τὴν ὁποίαν νὰ ἐπισκοποῦνται καὶ διαφημίζονται εἰς τὰ μέλη τῆς ἐν Κύπρῳ παροικίας καὶ ἀξιωματικοὶ. Οἱ Κύπριοι ἐσυνέδριαζον ὅτι δὲν ὑπάρχουν ὁ ἀριθμὸς τῶν προσφερόντων καὶ θὰ ἐξεδώσωσι ποσὸν 40000 φράγκων. Καὶ μὴ τὸν ἐνθουσιασμὸν διὰ κατέλαβε τοὺς Κυπρίους καὶ διατηρεῖται ἀκόμη εἰς τὴν καρδίαν αὐτῶν, τὴν παλλουσαν πάντοτε ἀπὸ ἀγάπην καὶ πόνον πρὸς τὴν ἐλευθέραν Ἑλλάδα, τὸ ἀναγκαιοῦν διὰ τὴν κατασκευὴν τῆς πρώτης Κυπριακῆς πυροβολαρχίας ποσὸν θὰ συλλεγῇ ταχέως. Νὰ συγκινηθῇ μόνον πρέπει διὰ Ἑλληνικὰ καρδία ἀπὸ τὴν πράξιν ταύτην. — [412, 311, 634, 562]
article-paragraph: — Τότε δὲν δύναμαι νὰ ἐπιμείνω. Ἐννοήθηκε νὰ θεωρῶ τὸν διαδεδομένον ὡς ἀνεκρίσιμον καὶ μὴ ἐπιτρέπον νὰ ἀφαιρέσω ἀμφισβήτησιν. Ποῦ ὁ λόγος, διὰ τὸν ὁποῖον σᾶς θεωρεῖ, στρατηγέ, ὡς ἕνα τῶν καλλιτέρων φίλων σας; — [1351, 210, 1595, 289]
article-paragraph: Ἡ ἄλλη μερὶς, ἡ συνήθης, ἀκολουθεῖ τὴν ἀντίθετον ὁδὸν καὶ ἀποδεικνύει ὅτι ἡ ζωὴ δὲν δύναται νὰ προέλθῃ ἐκ τῆς ἀψύχου ὕλης. Ἡ ἀντίθεσις αὕτη δεικνύει ὅτι ὁ ὑλισμὸς δὲν ἔχει ἐπιστημονικὸν ἔρεισμα. — [881, 966, 1103, 1045]
list-item: — Ὁ κεντροϋφαρχὸς λέγει ὅτι θὰ εἶνε τὸ βέβαιον. — [175, 1661, 397, 1688]
list-item: — Χθὲς τὴν νύκτα ὁ δῆμος Σταδίου ἔχασε ἀκόμη μίαν ὑπόθεσιν. — [175, 813, 397, 840]
subsection-title: Η ΑΠΕΡΓΙΑ — [412, 1118, 477, 1133]
article-paragraph: Οἱ Ἀθηναῖοι, οἱ ὁποῖοι συνηθίσαμεν νὰ κάμνωμεν τὸν πρωινὸν καφέ μας μὲ χλωρὸν γάλα, εἴχομεν χθὲς τὴν πρωίαν μία κάποιαν ἔκπληξιν. Καὶ πράγματι οἱ γαλακτοπῶλαι ἀπήργησαν διὰ νὰ διαμαρτυρηθοῦν κατὰ τῶν νέων τελῶν. — [412, 1136, 634, 1215]
pharmacy-notice: Φαρμακεῖον νυκτερινὸν ἀνεπτυγμένον Φιλ. Παπαδοπούλου Ἐξάρχεια, σήμερον Κυριακὴν ἀνοικτόν. — [180, 1887, 392, 1940]
article-paragraph: Καθημερινῶς καὶ ἐνθουσιαζεται μὲ τὴν ὑποψηφιότητα τοῦ κ. Σπ. Τσαγγάρη ἡ Ἑπαρχία τοῦ Βοναρί. Εἰς τὸ καλλίτερον ἀκαταπαύστως ἔκαθεν τηλεγραφήματα, ὅτι ἡ ὑποψηφιότης αὐτὴ θεωρεῖται ἤδη ἀπὸ ὅλων τῶν κατοίκων ὡς ἡ καλλιτέρα ἐμπνευσις. Καὶ ἔχει ἰδιαιτέραν ἀξίαν διότι ὁ κ. Τσαγγάρης ἐκ τῶν πρώτων φίλων τοῦ τόπου. — [412, 587, 634, 706]
list-item: — Ὁ δὲ ὑποψήφιος οὗτος, δ παρουσιαζόμενος διὰ τῆς εἰκόνος του καὶ εἰς τοὺς μὴ γνωρίζοντας αὐτὸν κατ' ὄψιν, ἔχει ὄνομα καὶ ἐπώνυμον, εἶνε δ κ. Ν. Καζάζης. — [175, 646, 397, 712]
feature-heading-block — [881, 647, 1103, 755]
article-paragraph: Ὅσοι ἐκ τῶν κ.κ. νῦν ὑπουργῶν θὰ ἐκθέσουν ὑποψηφιότητα, ἀπεφάσισαν κατόπιν νέας συσκέψεως νὰ μὴ προβῶσιν εἰς καμμίαν προεκλογικὴν ἐνέργειαν, οὔτε νὰ μεταβοῦν εἰς τὴν ἐπαρχίαν ὅπου ἐκλέγονται. — [412, 1032, 634, 1111]
